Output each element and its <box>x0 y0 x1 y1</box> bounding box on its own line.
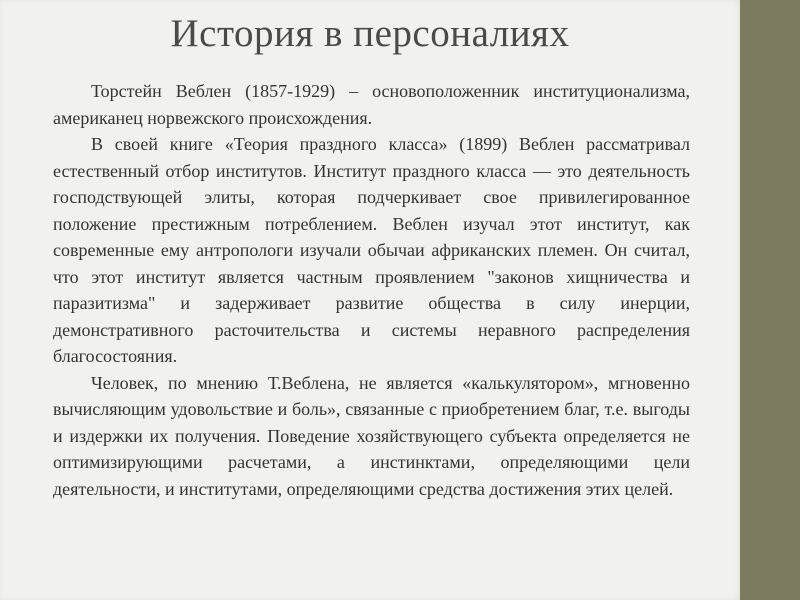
paragraph-leisure-class: В своей книге «Теория праздного класса» (1899) Веблен рассматривал естественный отбор институтов. Институт праздного класса — это деятельность господствующей элиты, которая подчеркивает свое привилегированное положение престижным потреблением. Веблен изучал этот институт, как современные ему антропологи изучали обычаи африканских племен. Он считал, что этот институт является частным проявлением "законов хищничества и паразитизма" и задерживает развитие общества в силу инерции, демонстративного расточительства и системы неравного распределения благосостояния. <box>53 134 690 366</box>
paragraph-human-behavior: Человек, по мнению Т.Веблена, не является «калькулятором», мгновенно вычисляющим удовольствие и боль», связанные с приобретением благ, т.е. выгоды и издержки их получения. Поведение хозяйствующего субъекта определяется не оптимизирующими расчетами, а инстинктами, определяющими цели деятельности, и институтами, определяющими средства достижения этих целей. <box>53 372 690 499</box>
paragraph-intro: Торстейн Веблен (1857-1929) – основоположенник институционализма, американец норвежского происхождения. <box>53 81 690 128</box>
decorative-side-band <box>740 0 800 600</box>
slide-body <box>53 78 690 502</box>
slide-title: История в персоналиях <box>170 12 570 55</box>
